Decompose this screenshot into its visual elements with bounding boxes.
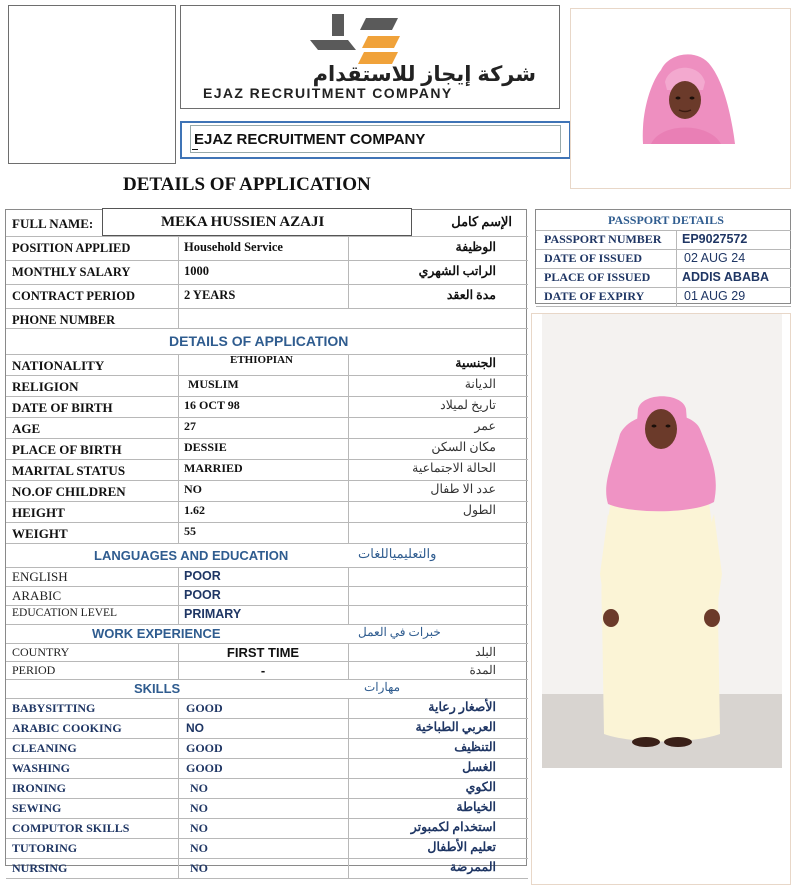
fullbody-photo [542, 314, 782, 768]
row-divider [6, 375, 528, 376]
skill-value: NO [190, 801, 208, 815]
field-label: CONTRACT PERIOD [12, 289, 136, 303]
skill-value: NO [190, 781, 208, 795]
passport-field-value: 02 AUG 24 [684, 251, 746, 265]
row-divider [6, 738, 528, 739]
skill-value: GOOD [186, 701, 223, 715]
skill-label-arabic: استخدام لكمبوتر [410, 820, 496, 834]
field-value: NO [184, 482, 202, 496]
field-value: 16 OCT 98 [184, 398, 240, 412]
field-value: - [260, 663, 266, 678]
skill-label-arabic: العربي الطباخية [415, 720, 496, 734]
field-label: PERIOD [12, 663, 56, 677]
field-label-arabic: الجنسية [455, 356, 496, 370]
field-label-arabic: الراتب الشهري [418, 264, 496, 278]
section-heading-experience: WORK EXPERIENCE [92, 626, 221, 641]
row-divider [6, 758, 528, 759]
skill-label: CLEANING [12, 741, 77, 755]
skill-value: GOOD [186, 741, 223, 755]
skill-label: BABYSITTING [12, 701, 96, 715]
field-label-arabic: الطول [462, 503, 496, 517]
field-value: 2 YEARS [184, 288, 236, 302]
field-label-arabic: الوظيفة [455, 240, 496, 254]
row-divider [6, 260, 528, 261]
row-divider [6, 878, 528, 879]
column-divider [348, 698, 349, 878]
passport-field-value: ADDIS ABABA [682, 270, 770, 284]
row-divider [6, 417, 528, 418]
field-label-arabic: مكان السكن [431, 440, 496, 454]
passport-field-label: PASSPORT NUMBER [544, 232, 662, 246]
column-divider [348, 643, 349, 679]
row-divider [536, 306, 791, 307]
field-label: DATE OF BIRTH [12, 400, 113, 415]
field-label: NO.OF CHILDREN [12, 484, 126, 499]
field-label-arabic: المدة [469, 663, 496, 677]
company-name-bar [180, 121, 571, 159]
passport-field-label: PLACE OF ISSUED [544, 270, 651, 284]
row-divider [536, 230, 791, 231]
field-value: 1.62 [184, 503, 205, 517]
full-name-value: MEKA HUSSIEN AZAJI [161, 214, 325, 230]
row-divider [536, 268, 791, 269]
row-divider [6, 328, 528, 329]
row-divider [6, 459, 528, 460]
skill-value: NO [190, 841, 208, 855]
skill-label-arabic: تعليم الأطفال [427, 840, 496, 854]
skill-label-arabic: التنظيف [454, 740, 496, 754]
blank-box [8, 5, 176, 164]
row-divider [6, 661, 528, 662]
row-divider [6, 396, 528, 397]
field-value: 1000 [184, 264, 209, 278]
field-label: AGE [12, 421, 41, 436]
row-divider [536, 249, 791, 250]
section-heading-languages-arabic: والتعليمياللغات [358, 546, 437, 561]
section-heading-details: DETAILS OF APPLICATION [169, 333, 349, 349]
passport-field-label: DATE OF ISSUED [544, 251, 643, 265]
section-heading-languages: LANGUAGES AND EDUCATION [94, 548, 289, 563]
row-divider [6, 605, 528, 606]
skill-label-arabic: الغسل [462, 760, 496, 774]
row-divider [6, 798, 528, 799]
row-divider [6, 858, 528, 859]
field-label-arabic: البلد [475, 645, 496, 659]
skill-label-arabic: الممرضة [450, 860, 496, 874]
passport-field-value: 01 AUG 29 [684, 289, 746, 303]
row-divider [6, 818, 528, 819]
field-value: FIRST TIME [226, 645, 300, 660]
field-label: ARABIC [12, 588, 62, 603]
column-divider [348, 567, 349, 624]
passport-field-label: DATE OF EXPIRY [544, 289, 645, 303]
field-label: MARITAL STATUS [12, 463, 126, 478]
field-label-arabic: تاريخ لميلاد [440, 398, 496, 412]
field-value: PRIMARY [184, 607, 242, 621]
column-divider [676, 230, 677, 306]
column-divider [178, 354, 179, 543]
row-divider [6, 624, 528, 625]
section-heading-experience-arabic: خبرات في العمل [358, 625, 441, 639]
column-divider [178, 236, 179, 328]
row-divider [6, 643, 528, 644]
row-divider [6, 718, 528, 719]
headshot-photo [621, 42, 751, 144]
logo-english-text: EJAZ RECRUITMENT COMPANY [203, 85, 453, 101]
row-divider [6, 522, 528, 523]
column-divider [348, 236, 349, 308]
row-divider [6, 778, 528, 779]
logo-arabic-text: شركة إيجاز للاستقدام [312, 63, 536, 86]
field-label: HEIGHT [12, 505, 65, 520]
skill-label: COMPUTOR SKILLS [12, 821, 130, 835]
skill-value: NO [190, 821, 208, 835]
column-divider [178, 698, 179, 878]
field-value: POOR [184, 569, 221, 583]
field-label: PHONE NUMBER [12, 313, 116, 327]
skill-label: WASHING [12, 761, 71, 775]
section-heading-skills-arabic: مهارات [364, 680, 401, 694]
skill-label-arabic: الخياطة [456, 800, 496, 814]
row-divider [6, 236, 528, 237]
passport-table [535, 209, 791, 304]
skill-label-arabic: الأصغار رعاية [428, 700, 496, 714]
field-value: MUSLIM [188, 377, 239, 391]
field-value: 55 [184, 524, 196, 538]
skill-value: NO [186, 721, 204, 735]
skill-label-arabic: الكوي [465, 780, 496, 794]
field-label: NATIONALITY [12, 358, 105, 373]
section-heading-skills: SKILLS [134, 681, 181, 696]
row-divider [6, 567, 528, 568]
row-divider [6, 284, 528, 285]
skill-value: GOOD [186, 761, 223, 775]
row-divider [6, 543, 528, 544]
field-label: EDUCATION LEVEL [12, 607, 118, 619]
row-divider [6, 308, 528, 309]
column-divider [178, 643, 179, 679]
field-value: POOR [184, 588, 221, 602]
company-name-text: EJAZ RECRUITMENT COMPANY [194, 131, 426, 148]
field-value: MARRIED [184, 461, 243, 475]
fullbody-photo-frame [531, 313, 791, 885]
row-divider [536, 287, 791, 288]
full-name-label: FULL NAME: [12, 216, 94, 231]
skill-label: ARABIC COOKING [12, 721, 122, 735]
full-name-box [102, 208, 412, 236]
field-label: RELIGION [12, 379, 79, 394]
company-logo [180, 5, 560, 109]
field-label: MONTHLY SALARY [12, 265, 131, 279]
headshot-photo-frame [570, 8, 791, 189]
row-divider [6, 438, 528, 439]
column-divider [348, 354, 349, 543]
field-label: ENGLISH [12, 569, 68, 584]
skill-label: NURSING [12, 861, 68, 875]
skill-label: SEWING [12, 801, 62, 815]
field-value: DESSIE [184, 440, 227, 454]
passport-heading: PASSPORT DETAILS [608, 213, 724, 227]
row-divider [6, 838, 528, 839]
row-divider [6, 586, 528, 587]
field-label: PLACE OF BIRTH [12, 442, 122, 457]
field-value: Household Service [184, 240, 283, 254]
row-divider [6, 501, 528, 502]
field-label: COUNTRY [12, 645, 70, 659]
row-divider [6, 480, 528, 481]
field-value: ETHIOPIAN [230, 354, 293, 366]
skill-label: TUTORING [12, 841, 78, 855]
page-title: DETAILS OF APPLICATION [123, 174, 371, 195]
row-divider [6, 679, 528, 680]
field-label: POSITION APPLIED [12, 241, 131, 255]
field-label-arabic: مدة العقد [446, 288, 496, 302]
logo-mark-icon [308, 14, 428, 64]
application-table [5, 209, 527, 875]
skill-value: NO [190, 861, 208, 875]
field-value: 27 [184, 419, 196, 433]
field-label-arabic: عمر [474, 419, 496, 433]
column-divider [178, 567, 179, 624]
row-divider [6, 698, 528, 699]
passport-field-value: EP9027572 [682, 232, 748, 246]
field-label-arabic: الحالة الاجتماعية [412, 461, 496, 475]
field-label-arabic: الديانة [464, 377, 496, 391]
skill-label: IRONING [12, 781, 67, 795]
full-name-arabic: الإسم كامل [451, 214, 512, 229]
field-label: WEIGHT [12, 526, 68, 541]
field-label-arabic: عدد الا طفال [430, 482, 496, 496]
